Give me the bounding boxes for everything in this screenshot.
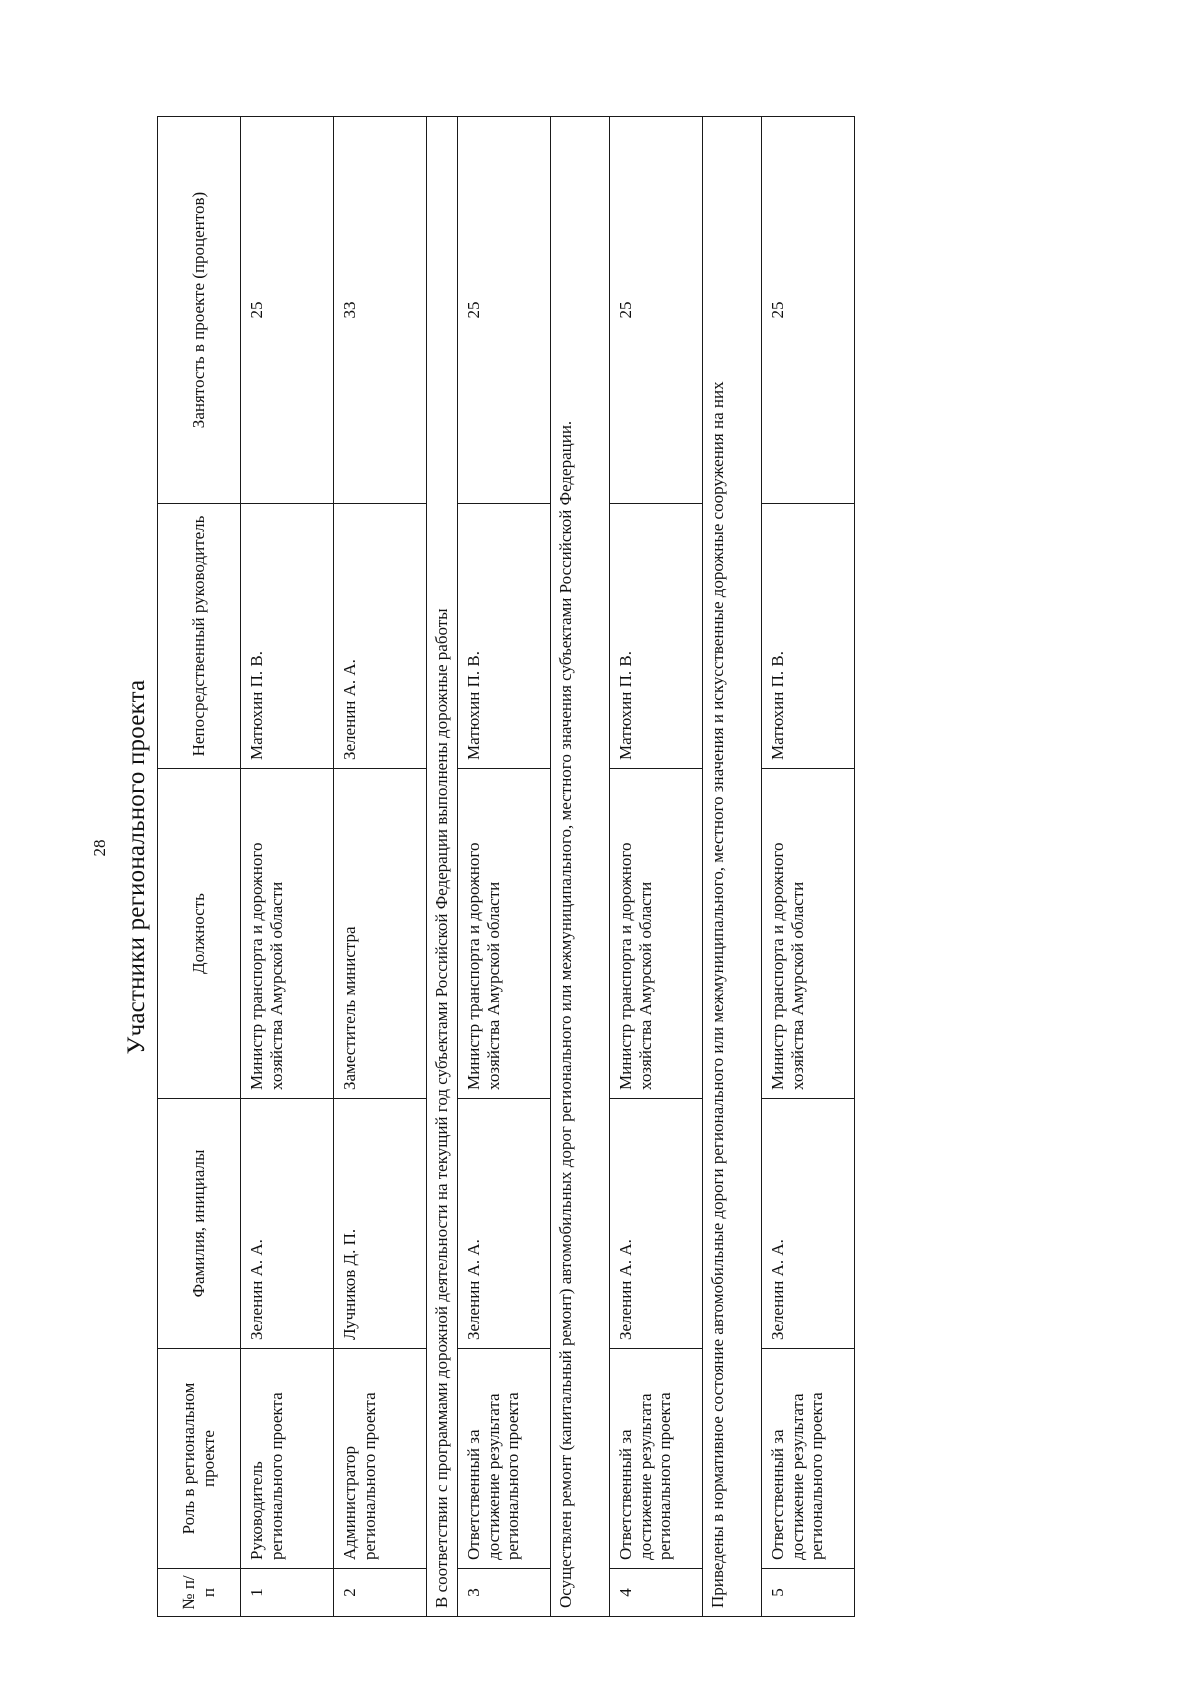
header-name: Фамилия, инициалы [158, 1099, 241, 1349]
cell-supervisor: Зеленин А. А. [334, 504, 427, 769]
header-supervisor: Непосредственный руководитель [158, 504, 241, 769]
cell-name: Лучников Д. П. [334, 1099, 427, 1349]
cell-name: Зеленин А. А. [610, 1099, 703, 1349]
cell-supervisor: Матюхин П. В. [762, 504, 855, 769]
section-heading: Осуществлен ремонт (капитальный ремонт) автомобильных дорог регионального или межмуниципального, местного значения субъектами Российской Федерации. [551, 117, 610, 1617]
cell-number: 3 [458, 1569, 551, 1617]
table-row [241, 117, 334, 1617]
table-header-row [158, 117, 241, 1617]
participants-table [157, 116, 855, 1617]
cell-employment: 25 [762, 117, 855, 504]
header-position: Должность [158, 769, 241, 1099]
cell-supervisor: Матюхин П. В. [241, 504, 334, 769]
cell-supervisor: Матюхин П. В. [458, 504, 551, 769]
cell-employment: 25 [610, 117, 703, 504]
cell-position: Заместитель министра [334, 769, 427, 1099]
cell-employment: 25 [458, 117, 551, 504]
document-title: Участники регионального проекта [123, 679, 150, 1055]
page-number: 28 [90, 839, 109, 857]
section-heading: Приведены в нормативное состояние автомобильные дороги регионального или межмуниципального, местного значения и искусственные дорожные сооружения на них [703, 117, 762, 1617]
cell-number: 4 [610, 1569, 703, 1617]
section-heading-row [551, 117, 610, 1617]
cell-role: Ответственный за достижение результата регионального проекта [762, 1349, 855, 1569]
table-row [334, 117, 427, 1617]
table-row [610, 117, 703, 1617]
rotated-page-content [117, 117, 859, 1617]
section-heading-row [427, 117, 458, 1617]
cell-number: 5 [762, 1569, 855, 1617]
cell-employment: 25 [241, 117, 334, 504]
cell-employment: 33 [334, 117, 427, 504]
cell-role: Администратор регионального проекта [334, 1349, 427, 1569]
section-heading: В соответствии с программами дорожной деятельности на текущий год субъектами Российской Федерации выполнены дорожные работы [427, 117, 458, 1617]
cell-position: Министр транспорта и дорожного хозяйства Амурской области [458, 769, 551, 1099]
cell-position: Министр транспорта и дорожного хозяйства Амурской области [762, 769, 855, 1099]
cell-number: 1 [241, 1569, 334, 1617]
cell-role: Ответственный за достижение результата регионального проекта [610, 1349, 703, 1569]
header-role: Роль в региональном проекте [158, 1349, 241, 1569]
table-row [458, 117, 551, 1617]
section-heading-row [703, 117, 762, 1617]
cell-role: Руководитель регионального проекта [241, 1349, 334, 1569]
table-row [762, 117, 855, 1617]
cell-supervisor: Матюхин П. В. [610, 504, 703, 769]
cell-name: Зеленин А. А. [762, 1099, 855, 1349]
header-number: № п/п [158, 1569, 241, 1617]
header-employment: Занятость в проекте (процентов) [158, 117, 241, 504]
cell-number: 2 [334, 1569, 427, 1617]
cell-role: Ответственный за достижение результата регионального проекта [458, 1349, 551, 1569]
cell-position: Министр транспорта и дорожного хозяйства Амурской области [241, 769, 334, 1099]
cell-position: Министр транспорта и дорожного хозяйства Амурской области [610, 769, 703, 1099]
cell-name: Зеленин А. А. [241, 1099, 334, 1349]
cell-name: Зеленин А. А. [458, 1099, 551, 1349]
